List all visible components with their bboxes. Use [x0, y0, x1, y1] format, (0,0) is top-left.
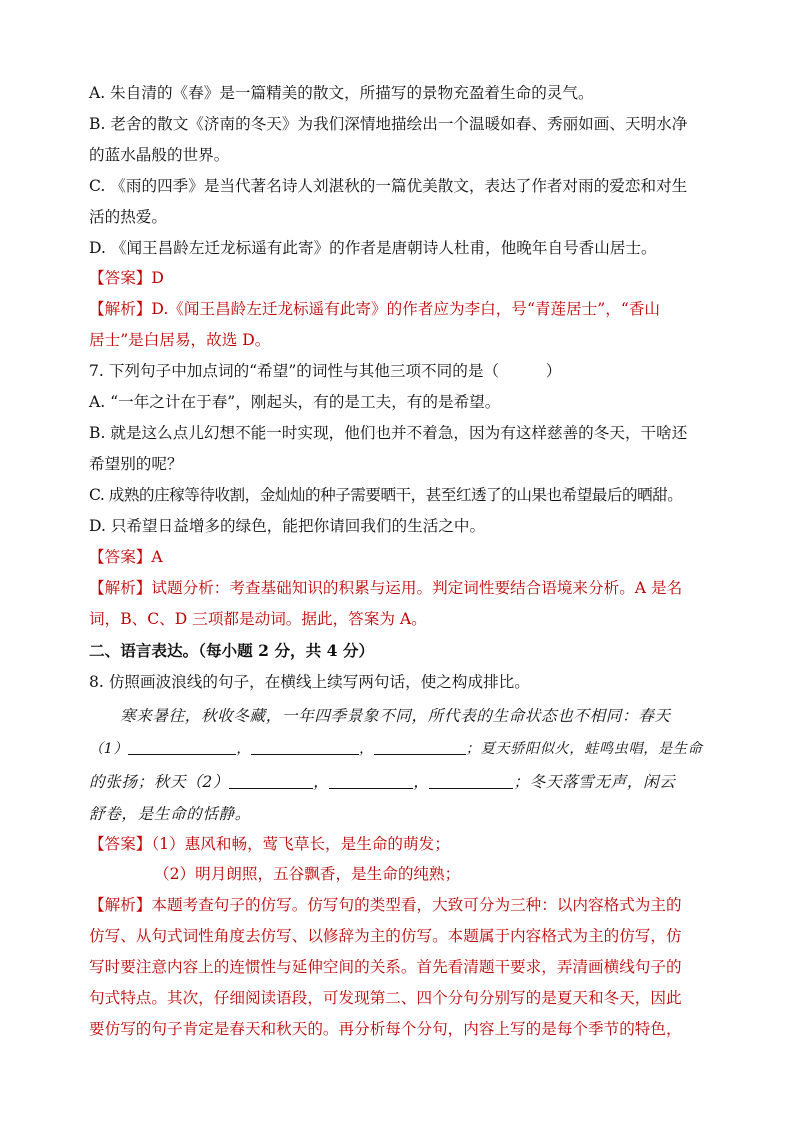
- answer-label: 【答案】: [89, 835, 152, 853]
- q7-option-b-line1: B. 就是这么点儿幻想不能一时实现，他们也并不着急，因为有这样慈善的冬天，干啥还: [89, 424, 688, 442]
- fill-blank[interactable]: [429, 774, 513, 789]
- q8-passage-line2: [89, 739, 704, 759]
- q7-option-c: C. 成熟的庄稼等待收割，金灿灿的种子需要晒干，甚至红透了的山果也希望最后的晒甜。: [89, 486, 683, 504]
- q6-option-b-line1: B. 老舍的散文《济南的冬天》为我们深情地描绘出一个温暖如春、秀丽如画、天明水净: [89, 115, 688, 133]
- separator: ，: [236, 741, 251, 757]
- section-heading: 二、语言表达。（每小题 2 分，共 4 分）: [89, 641, 375, 660]
- q6-answer: [89, 268, 704, 288]
- answer-label: 【答案】: [89, 548, 152, 566]
- passage-text: 的张扬；秋天（2）: [89, 773, 230, 791]
- passage-text: ；夏天骄阳似火，蛙鸣虫唱，是生命: [465, 741, 703, 757]
- q6-option-b-line2: 的蓝水晶般的世界。: [89, 146, 230, 164]
- answer-value: D: [151, 269, 164, 287]
- fill-blank[interactable]: [329, 774, 413, 789]
- fill-blank[interactable]: [128, 740, 236, 755]
- separator: ，: [359, 741, 374, 757]
- analysis-label: 【解析】: [89, 579, 152, 597]
- q8-passage-line4: 舒卷，是生命的恬静。: [89, 805, 251, 823]
- q8-analysis-line1: [89, 895, 704, 915]
- q8-analysis-line2: 仿写、从句式词性角度去仿写、以修辞为主的仿写。本题属于内容格式为主的仿写，仿: [89, 927, 682, 945]
- fill-blank[interactable]: [374, 740, 466, 755]
- q6-analysis-line1: [89, 299, 704, 319]
- analysis-text: 试题分析：考查基础知识的积累与运用。判定词性要结合语境来分析。A 是名: [151, 579, 683, 597]
- fill-blank[interactable]: [251, 740, 359, 755]
- q7-analysis-line1: [89, 578, 704, 598]
- q7-stem: 7. 下列句子中加点词的“希望”的词性与其他三项不同的是（ ）: [89, 362, 562, 380]
- separator: ，: [413, 773, 430, 791]
- q8-analysis-line5: 要仿写的句子肯定是春天和秋天的。再分析每个分句，内容上写的是每个季节的特色，: [89, 1020, 682, 1038]
- q8-passage-line1: 寒来暑往，秋收冬藏，一年四季景象不同，所代表的生命状态也不相同：春天: [120, 707, 671, 725]
- q6-option-c-line2: 活的热爱。: [89, 208, 167, 226]
- q6-option-c-line1: C. 《雨的四季》是当代著名诗人刘湛秋的一篇优美散文，表达了作者对雨的爱恋和对生: [89, 177, 688, 195]
- analysis-text: D.《闻王昌龄左迁龙标遥有此寄》的作者应为李白，号“青莲居士”，“香山: [151, 300, 661, 318]
- q8-answer-line2: （2）明月朗照，五谷飘香，是生命的纯熟；: [154, 865, 461, 883]
- fill-blank[interactable]: [229, 774, 313, 789]
- q8-answer-line1: [89, 834, 704, 854]
- answer-label: 【答案】: [89, 269, 152, 287]
- q7-option-a: A. “一年之计在于春”，刚起头，有的是工夫，有的是希望。: [89, 393, 501, 411]
- q6-option-a: A. 朱自清的《春》是一篇精美的散文，所描写的景物充盈着生命的灵气。: [89, 84, 594, 102]
- q7-option-d: D. 只希望日益增多的绿色，能把你请回我们的生活之中。: [89, 517, 486, 535]
- answer-text: （1）惠风和畅，莺飞草长，是生命的萌发；: [151, 835, 450, 853]
- blank-number: （1）: [89, 741, 129, 757]
- q8-analysis-line4: 句式特点。其次，仔细阅读语段，可发现第二、四个分句分别写的是夏天和冬天，因此: [89, 989, 682, 1007]
- separator: ，: [313, 773, 330, 791]
- analysis-label: 【解析】: [89, 896, 152, 914]
- analysis-text: 本题考查句子的仿写。仿写句的类型看，大致可分为三种：以内容格式为主的: [151, 896, 682, 914]
- passage-text: ；冬天落雪无声，闲云: [513, 773, 676, 791]
- q6-analysis-line2: 居士”是白居易，故选 D。: [89, 331, 271, 349]
- q7-option-b-line2: 希望别的呢？: [89, 455, 183, 473]
- analysis-label: 【解析】: [89, 300, 152, 318]
- q8-stem: 8. 仿照画波浪线的句子，在横线上续写两句话，使之构成排比。: [89, 673, 530, 691]
- q6-option-d: D. 《闻王昌龄左迁龙标遥有此寄》的作者是唐朝诗人杜甫，他晚年自号香山居士。: [89, 239, 657, 257]
- q7-answer: [89, 547, 704, 567]
- q8-passage-line3: [89, 772, 704, 792]
- answer-value: A: [151, 548, 163, 566]
- q8-analysis-line3: 写时要注意内容上的连惯性与延伸空间的关系。首先看清题干要求，弄清画横线句子的: [89, 958, 682, 976]
- q7-analysis-line2: 词，B、C、D 三项都是动词。据此，答案为 A。: [89, 610, 427, 628]
